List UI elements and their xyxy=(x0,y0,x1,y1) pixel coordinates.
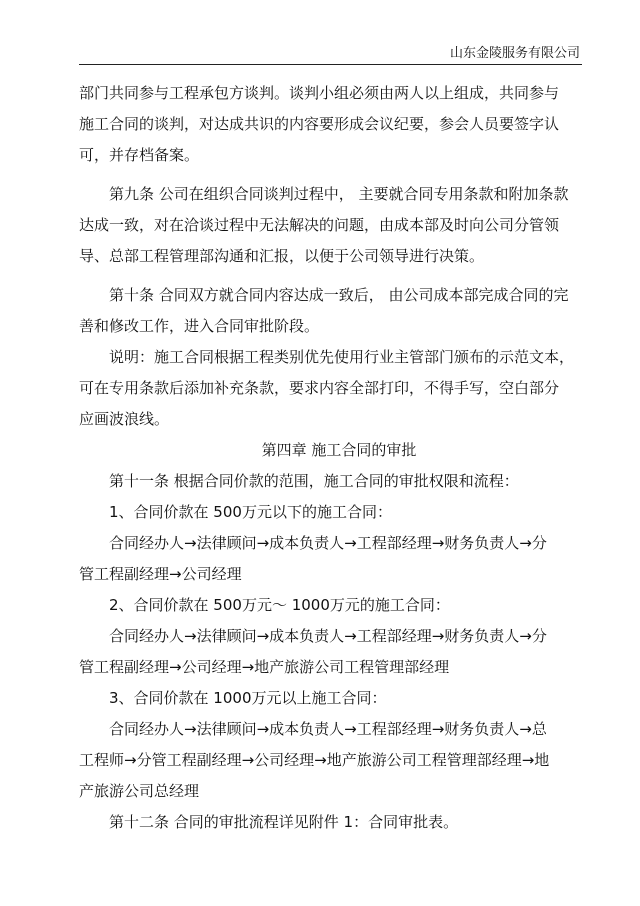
note-line: 说明：施工合同根据工程类别优先使用行业主管部门颁布的示范文本， xyxy=(109,348,575,366)
flow-line: 合同经办人→法律顾问→成本负责人→工程部经理→财务负责人→分 xyxy=(109,534,547,552)
body-line: 部门共同参与工程承包方谈判。谈判小组必须由两人以上组成，共同参与 xyxy=(79,84,560,102)
list-item-2: 2、合同价款在 500万元～ 1000万元的施工合同： xyxy=(109,596,450,614)
article-10-line: 第十条 合同双方就合同内容达成一致后， 由公司成本部完成合同的完 xyxy=(109,286,569,304)
body-line: 导、总部工程管理部沟通和汇报，以便于公司领导进行决策。 xyxy=(79,247,485,265)
flow-line: 管工程副经理→公司经理 xyxy=(79,565,242,583)
flow-line: 合同经办人→法律顾问→成本负责人→工程部经理→财务负责人→分 xyxy=(109,627,547,645)
document-body xyxy=(79,78,575,838)
flow-line: 产旅游公司总经理 xyxy=(79,782,200,800)
article-12-line: 第十二条 合同的审批流程详见附件 1：合同审批表。 xyxy=(109,813,459,831)
header-company-name: 山东金陵服务有限公司 xyxy=(449,46,580,61)
body-line: 可，并存档备案。 xyxy=(79,146,200,164)
header-rule xyxy=(79,64,582,65)
article-9-line: 第九条 公司在组织合同谈判过程中， 主要就合同专用条款和附加条款 xyxy=(109,185,569,203)
list-item-1: 1、合同价款在 500万元以下的施工合同： xyxy=(109,503,392,521)
body-line: 施工合同的谈判，对达成共识的内容要形成会议纪要，参会人员要签字认 xyxy=(79,115,560,133)
flow-line: 管工程副经理→公司经理→地产旅游公司工程管理部经理 xyxy=(79,658,450,676)
flow-line: 合同经办人→法律顾问→成本负责人→工程部经理→财务负责人→总 xyxy=(109,720,547,738)
body-line: 可在专用条款后添加补充条款，要求内容全部打印，不得手写，空白部分 xyxy=(79,379,560,397)
article-11-line: 第十一条 根据合同价款的范围，施工合同的审批权限和流程： xyxy=(109,472,519,490)
body-line: 达成一致，对在洽谈过程中无法解决的问题，由成本部及时向公司分管领 xyxy=(79,216,560,234)
flow-line: 工程师→分管工程副经理→公司经理→地产旅游公司工程管理部经理→地 xyxy=(79,751,550,769)
body-line: 应画波浪线。 xyxy=(79,410,170,428)
chapter-heading: 第四章 施工合同的审批 xyxy=(261,441,417,459)
list-item-3: 3、合同价款在 1000万元以上施工合同： xyxy=(109,689,387,707)
body-line: 善和修改工作，进入合同审批阶段。 xyxy=(79,317,320,335)
